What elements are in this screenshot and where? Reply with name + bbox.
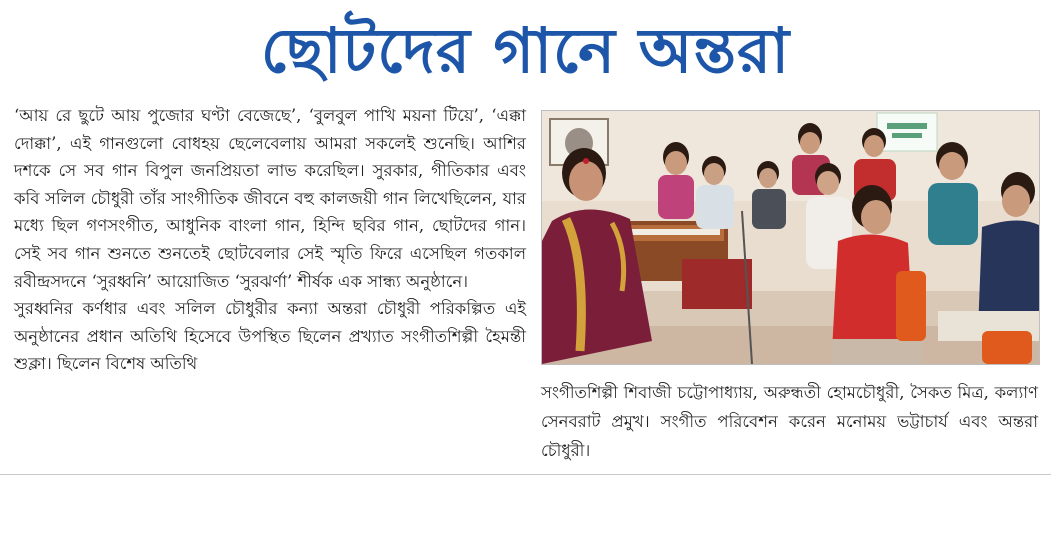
- event-photo: [541, 110, 1040, 365]
- divider-line: [0, 474, 1051, 475]
- photo-caption: সংগীতশিল্পী শিবাজী চট্টোপাধ্যায়, অরুন্ধতী হোমচৌধুরী, সৈকত মিত্র, কল্যাণ সেনবরাট প্রমুখ। সংগীত পরিবেশন করেন মনোময় ভট্টাচার্য এবং অন্তরা চৌধুরী।: [541, 383, 1038, 460]
- article-body: [14, 102, 526, 378]
- article-paragraph-2: সুরধ্বনির কর্ণধার এবং সলিল চৌধুরীর কন্যা অন্তরা চৌধুরী পরিকল্পিত এই অনুষ্ঠানের প্রধান অতিথি হিসেবে উপস্থিত ছিলেন প্রখ্যাত সংগীতশিল্পী হৈমন্তী শুক্লা। ছিলেন বিশেষ অতিথি: [14, 299, 526, 374]
- headline: ছোটদের গানে অন্তরা: [260, 14, 791, 87]
- article-paragraph-1: ‘আয় রে ছুটে আয় পুজোর ঘণ্টা বেজেছে’, ‘বুলবুল পাখি ময়না টিয়ে’, ‘এক্কা দোক্কা’, এই গানগুলো বোধহয় ছেলেবেলায় আমরা সকলেই শুনেছি। আশির দশকে সে সব গান বিপুল জনপ্রিয়তা লাভ করেছিল। সুরকার, গীতিকার এবং কবি সলিল চৌধুরী তাঁর সাংগীতিক জীবনে বহু কালজয়ী গান লিখেছিলেন, যার মধ্যে ছিল গণসংগীত, আধুনিক বাংলা গান, হিন্দি ছবির গান, ছোটদের গান। সেই সব গান শুনতে শুনতেই ছোটবেলার সেই স্মৃতি ফিরে এসেছিল গতকাল রবীন্দ্রসদনে ‘সুরধ্বনি’ আয়োজিত ‘সুরঝর্ণা’ শীর্ষক এক সান্ধ্য অনুষ্ঠানে।: [14, 106, 526, 291]
